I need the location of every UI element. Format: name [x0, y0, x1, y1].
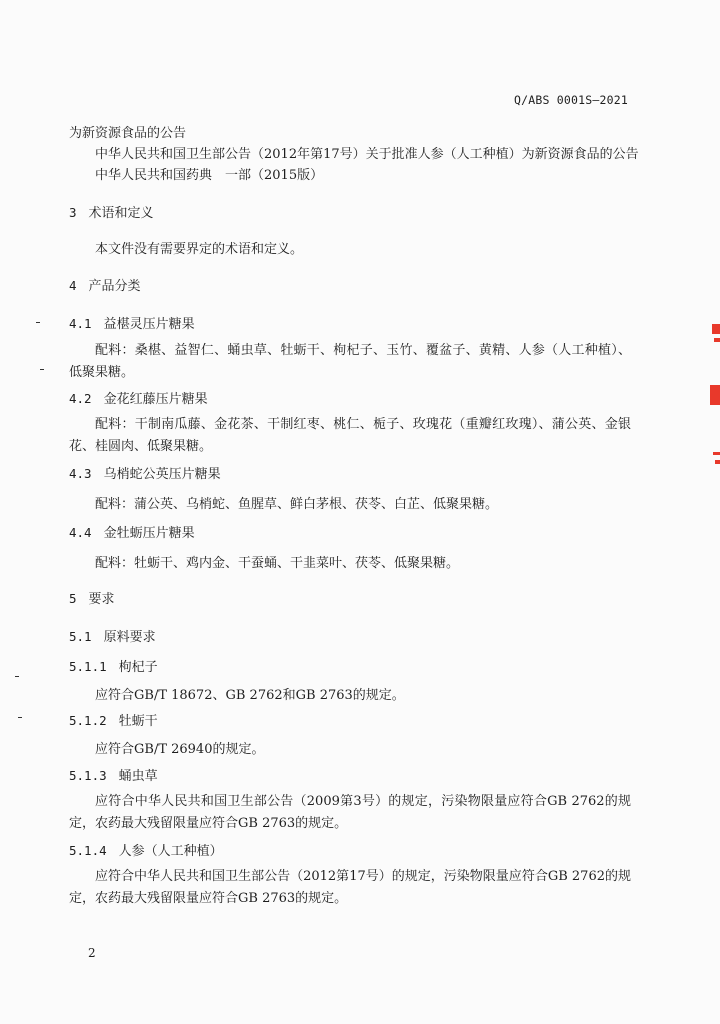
requirement-text: 应符合中华人民共和国卫生部公告（2012第17号）的规定，污染物限量应符合GB 2762的规定，农药最大残留限量应符合GB 2763的规定。 [69, 869, 631, 906]
section-title: 要求 [88, 592, 115, 607]
section-number: 5.1.3 [69, 768, 107, 783]
section-number: 4.3 [69, 466, 92, 481]
page-number: 2 [88, 946, 96, 960]
ingredient-paragraph: 配料：牡蛎干、鸡内金、干蚕蛹、干韭菜叶、茯苓、低聚果糖。 [95, 556, 460, 571]
reference-line: 中华人民共和国卫生部公告（2012年第17号）关于批准人参（人工种植）为新资源食品的公告 [95, 147, 639, 162]
requirement-text: 应符合GB/T 26940的规定。 [95, 742, 265, 757]
section-title: 枸杞子 [118, 660, 158, 675]
subsection-heading [69, 522, 195, 541]
subsection-heading [69, 463, 221, 482]
requirement-text: 应符合中华人民共和国卫生部公告（2009第3号）的规定，污染物限量应符合GB 2762的规定，农药最大残留限量应符合GB 2763的规定。 [69, 794, 631, 831]
section-title: 金花红藤压片糖果 [103, 392, 208, 407]
section-body: 本文件没有需要界定的术语和定义。 [95, 242, 304, 257]
section-title: 产品分类 [88, 279, 141, 294]
section-number: 3 [69, 205, 77, 220]
ingredient-paragraph: 配料：桑椹、益智仁、蛹虫草、牡蛎干、枸杞子、玉竹、覆盆子、黄精、人参（人工种植）、低聚果糖。 [69, 343, 631, 380]
scan-speck [40, 369, 44, 370]
section-number: 5.1.1 [69, 659, 107, 674]
ingredient-paragraph: 配料：干制南瓜藤、金花茶、干制红枣、桃仁、栀子、玫瑰花（重瓣红玫瑰）、蒲公英、金银花、桂圆肉、低聚果糖。 [69, 417, 631, 454]
red-stamp-fragment [712, 324, 720, 334]
section-title: 金牡蛎压片糖果 [103, 526, 195, 541]
section-number: 4 [69, 278, 77, 293]
document-code: Q/ABS 0001S—2021 [514, 93, 628, 107]
red-stamp-fragment [715, 460, 720, 464]
subsection-heading [69, 840, 223, 859]
reference-line: 为新资源食品的公告 [69, 126, 187, 141]
section-title: 牡蛎干 [118, 714, 158, 729]
red-stamp-fragment [710, 385, 720, 405]
subsection-heading [69, 626, 156, 645]
scan-speck [36, 322, 40, 323]
section-heading [69, 275, 141, 294]
reference-line: 中华人民共和国药典 一部（2015版） [95, 168, 324, 183]
section-title: 原料要求 [103, 630, 156, 645]
section-number: 4.2 [69, 391, 92, 406]
section-title: 人参（人工种植） [118, 844, 223, 859]
subsection-heading [69, 656, 158, 675]
section-number: 5 [69, 591, 77, 606]
section-heading [69, 588, 115, 607]
section-number: 4.4 [69, 525, 92, 540]
subsection-heading [69, 710, 158, 729]
section-number: 5.1 [69, 629, 92, 644]
section-number: 4.1 [69, 316, 92, 331]
subsection-heading [69, 313, 195, 332]
red-stamp-fragment [713, 452, 720, 455]
ingredient-paragraph: 配料：蒲公英、乌梢蛇、鱼腥草、鲜白茅根、茯苓、白芷、低聚果糖。 [95, 497, 499, 512]
section-title: 益椹灵压片糖果 [103, 317, 195, 332]
subsection-heading [69, 765, 158, 784]
section-number: 5.1.4 [69, 843, 107, 858]
subsection-heading [69, 388, 208, 407]
scan-speck [18, 717, 22, 718]
requirement-text: 应符合GB/T 18672、GB 2762和GB 2763的规定。 [95, 688, 405, 703]
section-heading [69, 202, 154, 221]
section-title: 蛹虫草 [118, 769, 158, 784]
section-number: 5.1.2 [69, 713, 107, 728]
red-stamp-fragment [714, 338, 720, 342]
scan-speck [15, 676, 19, 677]
section-title: 乌梢蛇公英压片糖果 [103, 467, 221, 482]
section-title: 术语和定义 [88, 206, 154, 221]
